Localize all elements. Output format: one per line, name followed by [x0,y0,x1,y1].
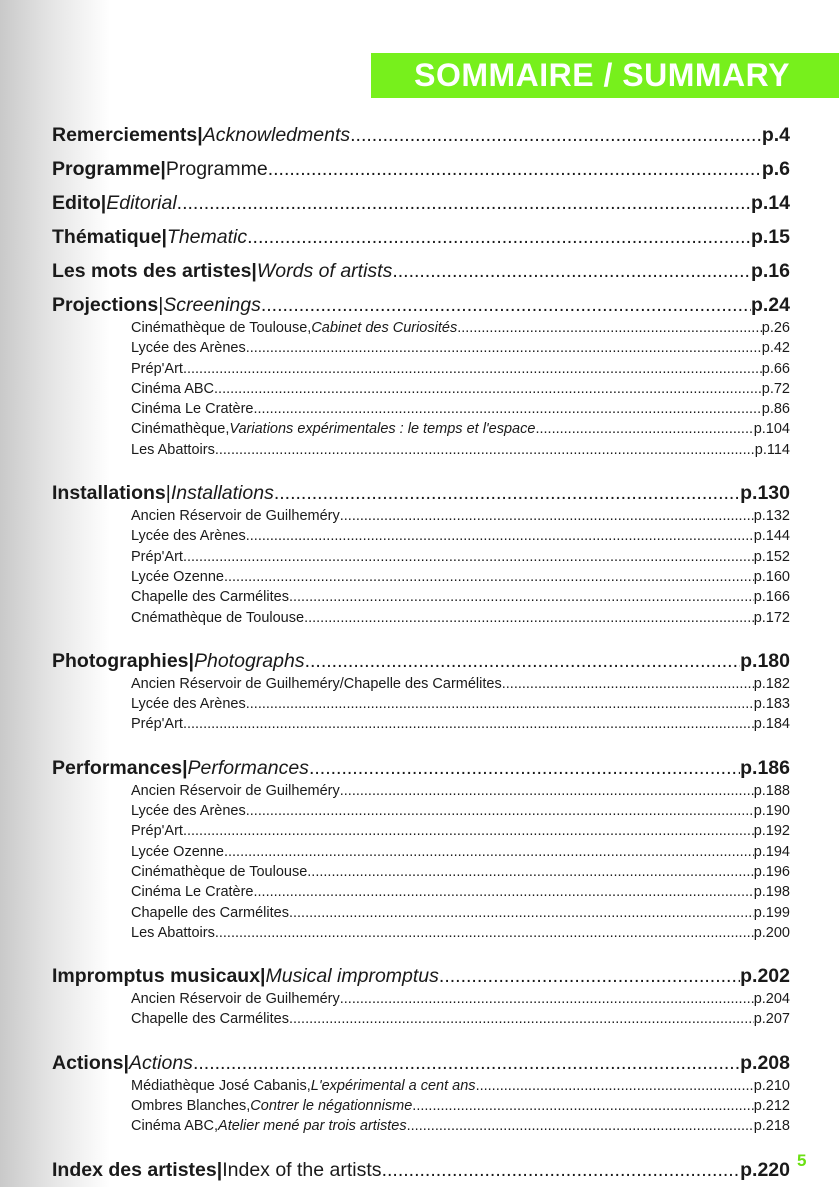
dot-leader [246,338,762,358]
toc-entry-en: Thematic [166,226,248,248]
toc-subentry[interactable] [52,903,790,923]
toc-sub-page: p.183 [753,696,790,713]
toc-section-remerciements [52,122,790,156]
toc-entry-fr: Projections [52,294,159,316]
toc-separator: | [260,965,266,988]
toc-entry-fr: Thématique [52,226,162,248]
toc-subentry[interactable] [52,674,790,694]
toc-subentry[interactable] [52,882,790,902]
toc-subentry[interactable] [52,842,790,862]
toc-sub-page: p.204 [753,991,790,1008]
toc-sub-page: p.192 [753,823,790,840]
toc-entry-projections[interactable] [52,292,790,318]
toc-subentry[interactable] [52,781,790,801]
toc-entry-actions[interactable] [52,1050,790,1076]
toc-entry-fr: Impromptus musicaux [52,965,261,988]
dot-leader [392,258,751,284]
toc-separator: | [160,158,166,180]
toc-sub-page: p.26 [761,320,790,336]
toc-entry-fr: Performances [52,756,183,779]
toc-entry-fr: Photographies [52,649,189,672]
toc-subentry[interactable] [52,547,790,567]
toc-subentry[interactable] [52,526,790,546]
toc-entry-en: Musical impromptus [265,965,439,988]
toc-sub-place: Les Abattoirs [131,441,215,458]
toc-separator: | [158,294,164,316]
toc-subentry[interactable] [52,399,790,419]
toc-sub-page: p.172 [753,609,790,626]
toc-sub-place: Ancien Réservoir de Guilheméry [131,782,340,799]
dot-leader [183,714,754,734]
toc-sub-page: p.190 [753,803,790,820]
dot-leader [407,1116,754,1136]
toc-sub-title: L'expérimental a cent ans [310,1077,476,1094]
toc-sub-page: p.72 [761,380,790,397]
toc-entry-en: Editorial [106,192,177,214]
toc-sub-place: Prép'Art [131,823,183,840]
toc-sub-place: Chapelle des Carmélites [131,904,289,921]
toc-entry-photographies[interactable] [52,648,790,674]
toc-sub-place: Ancien Réservoir de Guilheméry/Chapelle des Carmélites [131,675,502,692]
page-number: 5 [797,1151,807,1170]
toc-sub-page: p.199 [753,904,790,921]
toc-sub-page: p.86 [761,401,790,418]
toc-sub-place: Cinémathèque de Toulouse [131,320,308,336]
dot-leader [215,440,755,460]
toc-sub-page: p.200 [753,924,790,941]
toc-sub-place: Cinéma ABC [131,1118,215,1135]
toc-entry-programme[interactable] [52,156,790,190]
toc-entry-en: Actions [128,1051,193,1074]
dot-leader [254,882,754,902]
toc-entry-fr: Remerciements [52,124,198,146]
dot-leader [535,419,753,439]
dot-leader [457,318,762,338]
toc-page: p.220 [740,1158,790,1181]
toc-entry-fr: Programme [52,158,161,180]
toc-entry-fr: Les mots des artistes [52,260,252,282]
toc-page: p.6 [761,158,790,180]
dot-leader [289,587,754,607]
toc-subentry[interactable] [52,1096,790,1116]
toc-subentry[interactable] [52,338,790,358]
toc-entry-en: Index of the artists [222,1158,382,1181]
toc-sub-place: Cnémathèque de Toulouse [131,609,305,626]
toc-separator: | [216,1158,223,1181]
toc-entry-en: Words of artists [256,260,393,282]
toc-entry-fr: Actions [52,1051,124,1074]
toc-sub-page: p.166 [753,589,790,606]
toc-section-actions [52,1050,790,1137]
toc-separator: | [161,226,167,248]
dot-leader [183,547,754,567]
toc-sub-place: Médiathèque José Cabanis [131,1077,307,1094]
toc-sub-page: p.132 [753,508,790,525]
toc-sub-page: p.218 [753,1118,790,1135]
toc-subentry[interactable] [52,440,790,460]
toc-sub-place: Chapelle des Carmélites [131,1011,289,1028]
toc-subentry[interactable] [52,923,790,943]
toc-sub-separator: , [246,1098,251,1115]
toc-sub-page: p.182 [753,675,790,692]
toc-page: p.180 [740,649,790,672]
toc-sub-page: p.160 [753,568,790,585]
toc-section-edito [52,190,790,224]
toc-entry-en: Programme [165,158,268,180]
toc-sub-place: Chapelle des Carmélites [131,589,289,606]
toc-subentry[interactable] [52,567,790,587]
dot-leader [439,963,740,989]
toc-subentry[interactable] [52,801,790,821]
toc-separator: | [251,260,257,282]
dot-leader [246,801,754,821]
dot-leader [246,526,754,546]
toc-section-photographies [52,648,790,735]
dot-leader [350,122,762,148]
toc-page: p.15 [750,226,790,248]
toc-page: p.14 [750,192,790,214]
toc-sub-title: Variations expérimentales : le temps et l'espace [229,421,536,438]
toc-section-impromptus [52,963,790,1030]
toc-sub-place: Les Abattoirs [131,924,215,941]
toc-separator: | [182,756,188,779]
dot-leader [246,694,754,714]
toc-sub-place: Prép'Art [131,716,183,733]
dot-leader [254,399,762,419]
toc-separator: | [197,124,203,146]
toc-subentry[interactable] [52,379,790,399]
toc-sub-page: p.194 [753,843,790,860]
toc-separator: | [123,1051,129,1074]
toc-sub-place: Lycée des Arènes [131,340,246,357]
dot-leader [340,506,754,526]
toc-entry-en: Performances [187,756,309,779]
dot-leader [304,608,754,628]
toc-subentry[interactable] [52,359,790,379]
toc-subentry[interactable] [52,694,790,714]
toc-sub-place: Ombres Blanches [131,1098,247,1115]
toc-subentry[interactable] [52,419,790,439]
toc-separator: | [188,649,194,672]
toc-subentry[interactable] [52,862,790,882]
dot-leader [502,674,754,694]
toc-sub-place: Cinémathèque [131,421,226,438]
toc-entry-en: Screenings [163,294,261,316]
dot-leader [183,359,762,379]
dot-leader [412,1096,753,1116]
dot-leader [224,567,754,587]
toc-sub-title: Contrer le négationnisme [250,1098,413,1115]
dot-leader [224,842,754,862]
toc-sub-separator: , [225,421,230,438]
dot-leader [307,862,753,882]
toc-section-programme [52,156,790,190]
toc-sub-title: Atelier mené par trois artistes [218,1118,407,1135]
toc-sub-page: p.152 [753,548,790,565]
toc-subentry[interactable] [52,821,790,841]
toc-sub-page: p.198 [753,884,790,901]
toc-entry-fr: Edito [52,192,101,214]
toc-section-index [52,1157,790,1183]
toc-sub-page: p.114 [754,441,790,458]
toc-entry-en: Acknowledments [202,124,351,146]
toc-page: p.202 [740,965,790,988]
toc-page: p.130 [740,482,790,505]
toc-entry-fr: Installations [52,482,166,505]
toc-entry-index[interactable] [52,1157,790,1183]
toc-sub-place: Lycée Ozenne [131,568,224,585]
toc-page: p.208 [740,1051,790,1074]
toc-sub-page: p.210 [753,1077,790,1094]
toc-subentry[interactable] [52,989,790,1009]
toc-separator: | [100,192,107,214]
dot-leader [340,989,754,1009]
toc-sub-page: p.144 [753,528,790,545]
dot-leader [476,1076,754,1096]
toc-entry-mots-des-artistes[interactable] [52,258,790,292]
summary-banner [371,53,839,98]
toc-sub-page: p.104 [753,421,790,438]
dot-leader [177,190,751,216]
toc-sub-place: Cinéma Le Cratère [131,884,254,901]
toc-sub-place: Cinéma ABC [131,380,215,397]
toc-entry-en: Installations [170,482,274,505]
dot-leader [340,781,754,801]
toc-sub-place: Cinémathèque de Toulouse [131,863,308,880]
dot-leader [274,480,740,506]
toc-sub-place: Lycée Ozenne [131,843,224,860]
toc-subentry[interactable] [52,1009,790,1029]
toc-sub-separator: , [306,1077,311,1094]
dot-leader [382,1157,741,1183]
toc-subentry[interactable] [52,714,790,734]
dot-leader [215,923,754,943]
toc-sub-page: p.42 [761,340,790,357]
toc-entry-thematique[interactable] [52,224,790,258]
dot-leader [289,903,754,923]
toc-sub-page: p.188 [753,782,790,799]
toc-sub-place: Lycée des Arènes [131,696,246,713]
toc-page: p.4 [761,124,790,146]
table-of-contents [52,122,790,1196]
toc-sub-place: Prép'Art [131,548,183,565]
dot-leader [261,292,751,318]
toc-sub-title: Cabinet des Curiosités [311,320,458,336]
toc-subentry[interactable] [52,608,790,628]
toc-entry-en: Photographs [193,649,305,672]
toc-subentry[interactable] [52,1116,790,1136]
toc-entry-remerciements[interactable] [52,122,790,156]
toc-section-mots-des-artistes [52,258,790,292]
toc-sub-place: Prép'Art [131,360,183,377]
toc-sub-page: p.212 [753,1098,790,1115]
toc-sub-separator: , [307,320,312,336]
dot-leader [309,755,740,781]
toc-sub-place: Lycée des Arènes [131,803,246,820]
toc-page: p.186 [740,756,790,779]
dot-leader [193,1050,740,1076]
toc-separator: | [165,482,171,505]
toc-section-installations [52,480,790,628]
toc-subentry[interactable] [52,587,790,607]
toc-page: p.24 [750,294,790,316]
toc-sub-page: p.66 [761,360,790,377]
toc-sub-separator: , [214,1118,219,1135]
toc-entry-edito[interactable] [52,190,790,224]
dot-leader [305,648,741,674]
toc-sub-page: p.207 [753,1011,790,1028]
dot-leader [268,156,762,182]
toc-entry-fr: Index des artistes [52,1158,217,1181]
toc-entry-installations[interactable] [52,480,790,506]
page-title: SOMMAIRE / SUMMARY [414,57,790,93]
toc-subentry[interactable] [52,506,790,526]
toc-section-thematique [52,224,790,258]
toc-section-performances [52,755,790,943]
toc-subentry[interactable] [52,1076,790,1096]
toc-sub-place: Ancien Réservoir de Guilheméry [131,991,340,1008]
toc-entry-impromptus[interactable] [52,963,790,989]
dot-leader [289,1009,754,1029]
toc-sub-page: p.196 [753,863,790,880]
toc-section-projections [52,292,790,460]
dot-leader [247,224,751,250]
toc-sub-page: p.184 [753,716,790,733]
toc-entry-performances[interactable] [52,755,790,781]
toc-subentry[interactable] [52,318,790,338]
toc-page: p.16 [750,260,790,282]
toc-sub-place: Ancien Réservoir de Guilheméry [131,508,340,525]
dot-leader [183,821,754,841]
dot-leader [214,379,762,399]
toc-sub-place: Lycée des Arènes [131,528,246,545]
toc-sub-place: Cinéma Le Cratère [131,401,254,418]
